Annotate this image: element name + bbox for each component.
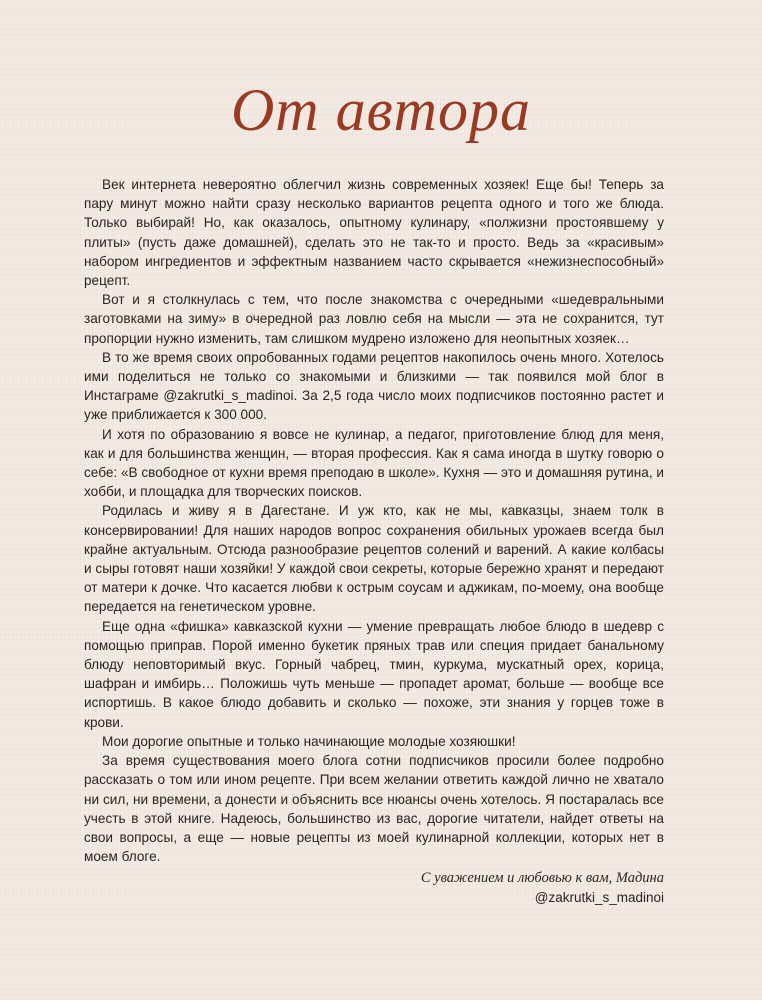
paragraph: Родилась и живу я в Дагестане. И уж кто, как не мы, кавказцы, знаем толк в консервировании! Для наших народов вопрос сохранения обильных урожаев всегда был крайне актуальным. Отсюда разнообразие рецептов солений и варений. А какие колбасы и сыры готовят наши хозяйки! У каждой свои секреты, которые бережно хранят и передают от матери к дочке. Что касается любви к острым соусам и аджикам, по-моему, она вообще передается на генетическом уровне. [84, 503, 664, 615]
paragraph: Век интернета невероятно облегчил жизнь современных хозяек! Еще бы! Теперь за пару минут можно найти сразу несколько вариантов рецепта одного и того же блюда. Только выбирай! Но, как оказалось, опытному кулинару, «полжизни простоявшему у плиты» (пусть даже домашней), сделать это не так-то и просто. Ведь за «красивым» набором ингредиентов и эффектным названием часто скрывается «нежизнеспособный» рецепт. [84, 177, 664, 289]
paragraph: Вот и я столкнулась с тем, что после знакомства с очередными «шедевральными заготовками на зиму» в очередной раз ловлю себя на мысли — эта не сохранится, тут пропорции нужно изменить, там слишком мудрено изложено для неопытных хозяек… [84, 292, 664, 346]
paragraph: И хотя по образованию я вовсе не кулинар, а педагог, приготовление блюд для меня, как и для большинства женщин, — вторая профессия. Как я сама иногда в шутку говорю о себе: «В свободное от кухни время преподаю в школе». Кухня — это и домашняя рутина, и хобби, и площадка для творческих поисков. [84, 426, 664, 500]
page-title: От автора [230, 77, 532, 143]
signature-handle: @zakrutki_s_madinoi [534, 890, 664, 905]
signature-greeting: С уважением и любовью к вам, Мадина [420, 870, 664, 886]
paragraph: Еще одна «фишка» кавказской кухни — умение превращать любое блюдо в шедевр с помощью приправ. Порой именно букетик пряных трав или специя придает банальному блюду неповторимый вкус. Горный чабрец, тмин, куркума, мускатный орех, корица, шафран и имбирь… Положишь чуть меньше — пропадет аромат, больше — вообще все испортишь. В какое блюдо добавить и сколько — похоже, эти знания у горцев тоже в крови. [84, 618, 664, 730]
signature [421, 868, 664, 908]
paragraph: В то же время своих опробованных годами рецептов накопилось очень много. Хотелось ими поделиться не только со знакомыми и близкими — так появился мой блог в Инстаграме @zakrutki_s_madinoi. За 2,5 года число моих подписчиков постоянно растет и уже приближается к 300 000. [84, 349, 664, 423]
body-text [84, 175, 664, 866]
paragraph: Мои дорогие опытные и только начинающие молодые хозяюшки! [102, 733, 516, 749]
paragraph: За время существования моего блога сотни подписчиков просили более подробно рассказать о том или ином рецепте. При всем желании ответить каждой лично не хватало ни сил, ни времени, а донести и объяснить все нюансы очень хотелось. Я постаралась все учесть в этой книге. Надеюсь, большинство из вас, дорогие читатели, найдет ответы на свои вопросы, а еще — новые рецепты из моей кулинарной коллекции, которых нет в моем блоге. [84, 753, 664, 865]
